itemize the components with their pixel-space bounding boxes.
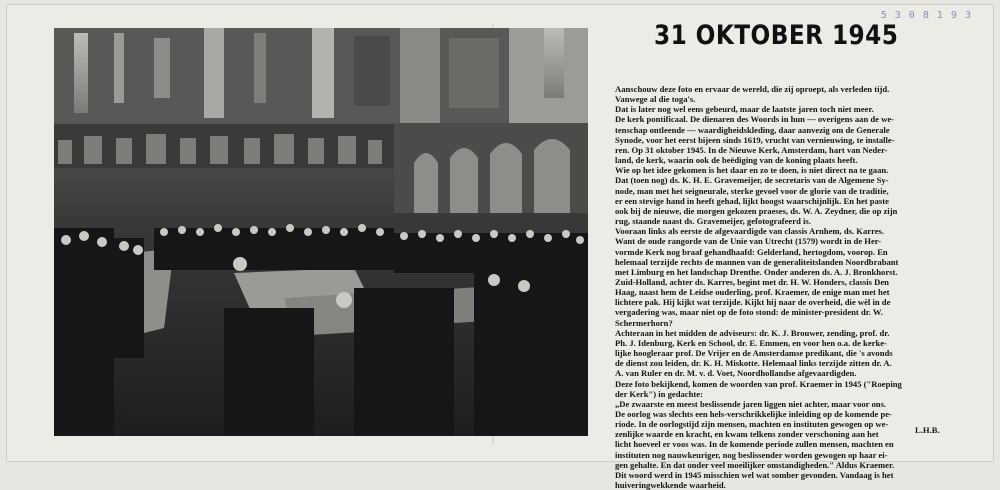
article-line: licht hoeveel er voos was. In de komende periode zullen mensen, machten en — [615, 439, 894, 450]
article-line: Zuid-Holland, achter ds. Karres, begint met dr. H. W. Honders, classis Den — [615, 276, 889, 287]
article-line: land, de kerk, waarin ook de beëdiging van de koning plaats heeft. — [615, 155, 858, 166]
article-line: Dit woord werd in 1945 misschien wel wat somber gevonden. Vandaag is het — [615, 469, 894, 480]
article-line: instituten nog nauwkeuriger, nog beslissender worden gewogen op haar ei- — [615, 449, 888, 460]
article-line: Vooraan links als eerste de afgevaardigde van classis Arnhem, ds. Karres. — [615, 226, 885, 237]
article-line: node, man met het seigneurale, sterke gevoel voor de glorie van de traditie, — [615, 185, 889, 196]
article-line: Schermerhorn? — [615, 317, 673, 328]
article-line: zenlijke waarde en kracht, en kwam telkens zonder verschoning aan het — [615, 429, 879, 440]
article-line: lichtere pak. Hij kijkt wat terzijde. Kijkt hij naar de overheid, die wèl in de — [615, 297, 891, 308]
article-line: Haag, naast hem de Leidse ouderling, prof. Kraemer, de enige man met het — [615, 287, 890, 298]
article-body — [615, 84, 953, 490]
article-line: ook bij de nieuwe, die morgen gekozen praeses, ds. W. A. Zeydner, die op zijn — [615, 205, 898, 216]
article-line: riode. In de oorlogstijd zijn mensen, machten en instituten gewogen op we- — [615, 419, 889, 430]
article-line: rug, staande naast ds. Gravemeijer, gefotografeerd is. — [615, 216, 811, 227]
article-line: A. van Ruler en dr. M. v. d. Voet, Noordhollandse afgevaardigden. — [615, 368, 857, 379]
article-line: de dienst zou leiden, dr. K. H. Miskotte. Helemaal links terzijde zitten dr. A. — [615, 358, 892, 369]
article-line: der Kerk") in gedachte: — [615, 388, 703, 399]
article-line: Vanwege al die toga's. — [615, 94, 696, 105]
article-line: Aanschouw deze foto en ervaar de wereld, die zij oproept, als verleden tijd. — [615, 84, 890, 94]
article-line: tenschap ontleende — waardigheidskleding, daar aanvezig om de Generale — [615, 124, 890, 135]
article-line: met Limburg en het landschap Drenthe. Onder anderen ds. A. J. Bronkhorst. — [615, 266, 898, 277]
article-line: helemaal terzijde rechts de mannen van de generaliteitslanden Noordbrabant — [615, 256, 899, 267]
article-line: vergadering was, maar niet op de foto stond: de minister-president dr. W. — [615, 307, 883, 318]
article-line: Achteraan in het midden de adviseurs: dr. K. J. Brouwer, zending, prof. dr. — [615, 327, 890, 338]
article-line: De oorlog was slechts een hels-verschrikkelijke inleiding op de komende pe- — [615, 409, 892, 419]
article-line: De kerk pontificaal. De dienaren des Woords in hun — overigens aan de we- — [615, 114, 894, 125]
archive-number: 5 3 0 8 1 9 3 — [880, 10, 972, 21]
synod-photograph — [54, 28, 588, 436]
article-line: Wie op het idee gekomen is het daar en zo te doen, is niet direct na te gaan. — [615, 165, 889, 176]
article-line: Dat (toen nog) ds. K. H. E. Gravemeijer, de secretaris van de Algemene Sy- — [615, 175, 889, 186]
article-line: huiveringwekkende waarheid. — [615, 480, 726, 490]
article-line: „De zwaarste en meest beslissende jaren liggen niet achter, maar voor ons. — [615, 398, 887, 409]
article-line: er een stevige hand in heeft gehad, lijkt hoogst waarschijnlijk. En het paste — [615, 195, 889, 206]
author-signature: L.H.B. — [915, 425, 940, 435]
article-line: vormde Kerk nog braaf gehandhaafd: Gelderland, hertogdom, voorop. En — [615, 246, 888, 257]
article-line: Want de oude rangorde van de Unie van Utrecht (1579) wordt in de Her- — [615, 236, 882, 247]
article-line: lijke hoogleraar prof. De Vrijer en de Amsterdamse predikant, die 's avonds — [615, 348, 893, 359]
headline: 31 OKTOBER 1945 — [654, 20, 899, 51]
article-line: gen gehalte. En dat onder veel moeilijker omstandigheden." Aldus Kraemer. — [615, 459, 895, 470]
article-line: Synode, voor het eerst bijeen sinds 1619, vrucht van vernieuwing, te installe- — [615, 134, 895, 145]
article-line: Dat is later nog wel eens gebeurd, maar de laatste jaren toch niet meer. — [615, 104, 874, 115]
article-line: Deze foto bekijkend, komen de woorden van prof. Kraemer in 1945 ("Roeping — [615, 378, 902, 389]
article-line: Ph. J. Idenburg, Kerk en School, dr. E. Emmen, en voor hen o.a. de kerke- — [615, 337, 887, 348]
article-line: ren. Op 31 oktober 1945. In de Nieuwe Kerk, Amsterdam, hart van Neder- — [615, 144, 888, 155]
